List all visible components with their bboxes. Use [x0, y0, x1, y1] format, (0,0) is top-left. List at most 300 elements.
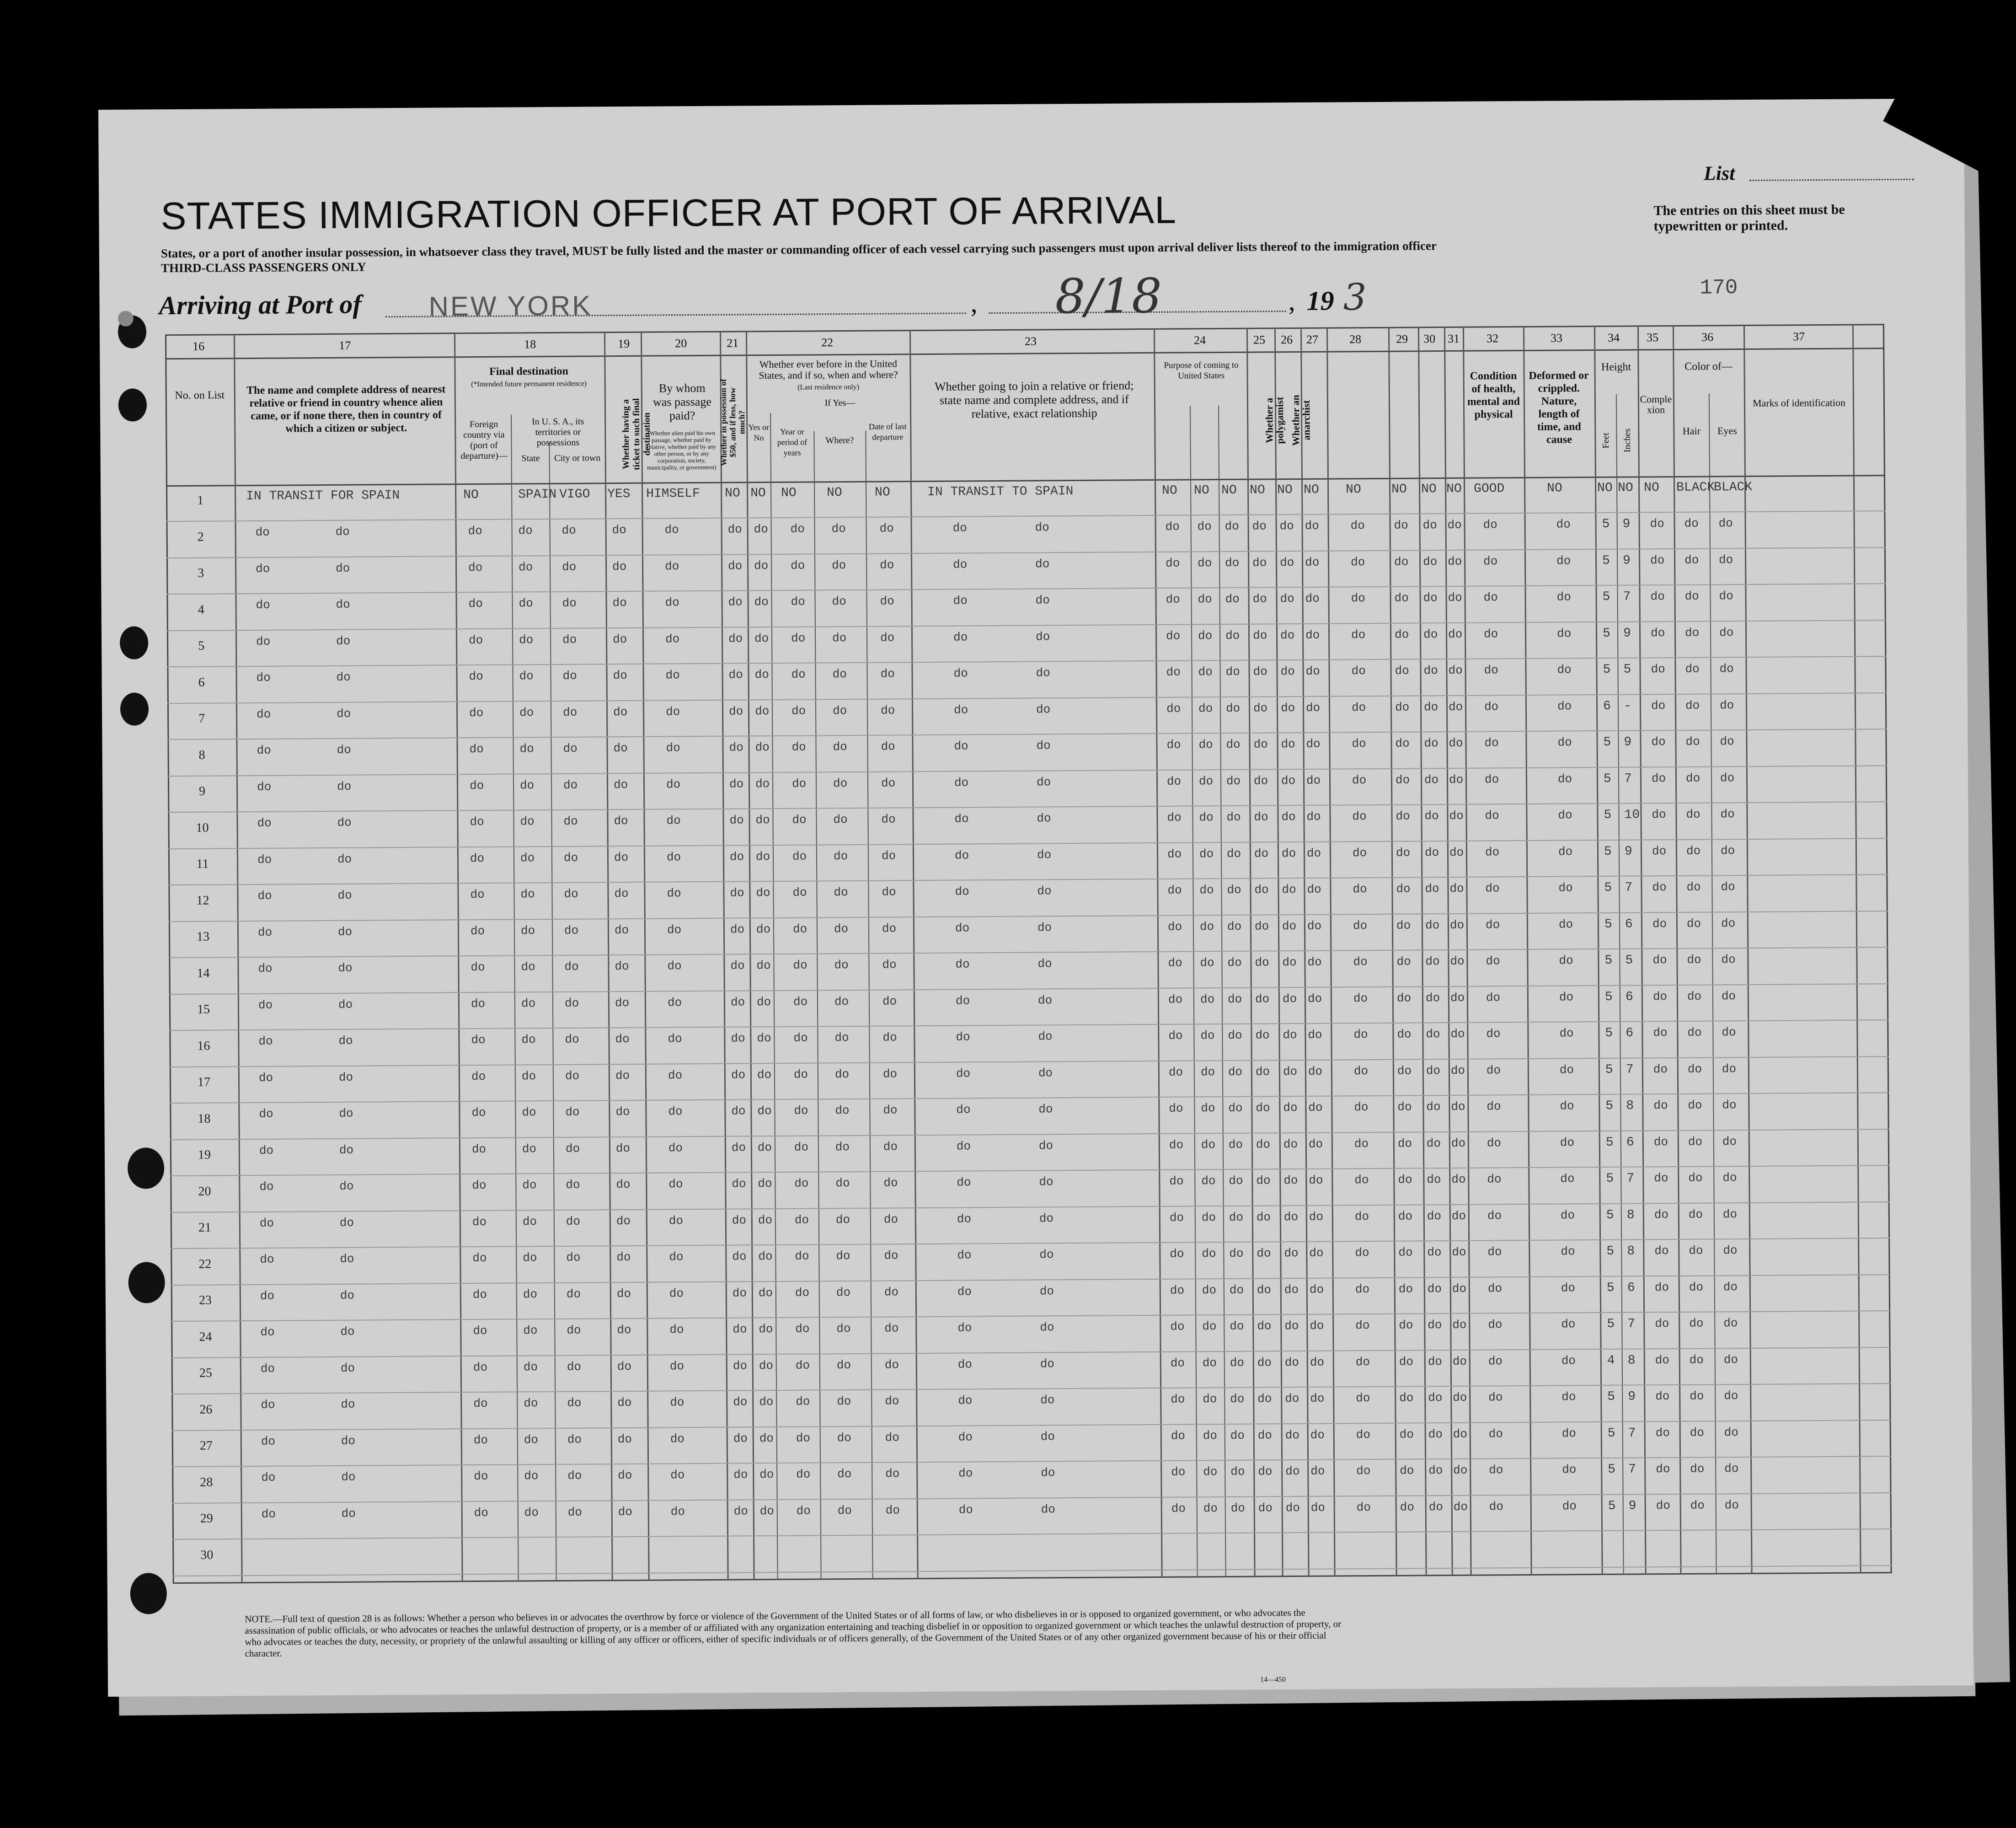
page-title: STATES IMMIGRATION OFFICER AT PORT OF ARRIVAL: [160, 188, 1177, 238]
cell-col-25: NO: [1250, 482, 1265, 498]
ditto-cell: do: [1167, 920, 1182, 934]
ditto-cell: do: [756, 886, 770, 900]
ditto-cell: do: [795, 1249, 809, 1263]
column-number: 33: [1551, 331, 1563, 345]
height-feet: 5: [1602, 626, 1610, 641]
ditto-cell: do: [1355, 1246, 1369, 1260]
ditto-cell: do: [731, 1140, 746, 1155]
ditto-cell: do: [1483, 554, 1498, 568]
ditto-cell: do: [831, 522, 846, 536]
ditto-cell: do: [1449, 736, 1463, 750]
ditto-cell: do: [1653, 1026, 1668, 1040]
cell-fifty-dollars: NO: [725, 486, 740, 501]
ditto-cell: do: [883, 1139, 898, 1154]
ditto-cell: do: [1200, 992, 1215, 1006]
ditto-cell: do: [1488, 1354, 1503, 1368]
ditto-cell: do: [758, 1249, 773, 1264]
ditto-cell: do: [1350, 555, 1365, 569]
ditto-cell: do: [335, 525, 350, 539]
ditto-cell: do: [1352, 809, 1367, 824]
ditto-cell: do: [1167, 847, 1182, 861]
ditto-cell: do: [1559, 990, 1574, 1004]
row-number: 30: [200, 1548, 214, 1562]
ditto-cell: do: [793, 995, 808, 1009]
ditto-cell: do: [1254, 883, 1269, 897]
ditto-cell: do: [954, 848, 969, 863]
ditto-cell: do: [1428, 1391, 1443, 1405]
ditto-cell: do: [1447, 518, 1462, 532]
ditto-cell: do: [1202, 1247, 1216, 1261]
ditto-cell: do: [670, 1504, 685, 1518]
ditto-cell: do: [613, 668, 627, 683]
ditto-cell: do: [1488, 1390, 1503, 1405]
ditto-cell: do: [1449, 918, 1465, 932]
typed-note: The entries on this sheet must be typewritten or printed.: [1653, 202, 1845, 234]
ditto-cell: do: [1724, 1425, 1739, 1439]
ditto-cell: do: [1448, 663, 1463, 677]
ditto-cell: do: [1309, 1246, 1324, 1260]
height-inches: 5: [1625, 953, 1633, 968]
ditto-cell: do: [1424, 845, 1439, 859]
ditto-cell: do: [1171, 1465, 1186, 1479]
ditto-cell: do: [953, 557, 968, 572]
ditto-cell: do: [1170, 1356, 1185, 1370]
ditto-cell: do: [567, 1432, 582, 1447]
ditto-cell: do: [1283, 1137, 1298, 1151]
ditto-cell: do: [956, 1103, 971, 1117]
ditto-cell: do: [471, 1069, 486, 1083]
ditto-cell: do: [955, 921, 970, 935]
ditto-cell: do: [562, 560, 577, 574]
ditto-cell: do: [566, 1287, 581, 1301]
ditto-cell: do: [957, 1284, 972, 1299]
ditto-cell: do: [879, 521, 894, 536]
ditto-cell: do: [1722, 1061, 1737, 1076]
ditto-cell: do: [337, 925, 353, 939]
col-35-header: Complexion: [1640, 393, 1672, 416]
col-18-usa: In U. S. A., its territories or possessions: [531, 416, 584, 448]
ditto-cell: do: [791, 740, 806, 754]
ditto-cell: do: [728, 595, 743, 609]
ditto-cell: do: [665, 632, 680, 646]
ditto-cell: do: [260, 1252, 274, 1266]
ditto-cell: do: [882, 1030, 897, 1045]
ditto-cell: do: [1395, 736, 1410, 750]
row-number: 16: [197, 1039, 210, 1053]
ditto-cell: do: [1561, 1244, 1575, 1259]
height-feet: 5: [1604, 953, 1613, 968]
ditto-cell: do: [257, 816, 272, 830]
ditto-cell: do: [567, 1505, 583, 1519]
ditto-cell: do: [1356, 1427, 1371, 1442]
ditto-cell: do: [958, 1394, 973, 1408]
ditto-cell: do: [471, 960, 485, 975]
ditto-cell: do: [1040, 1393, 1055, 1407]
ditto-cell: do: [728, 631, 743, 646]
cell-col-24b: NO: [1194, 483, 1209, 498]
row-number: 26: [199, 1402, 213, 1417]
ditto-cell: do: [1306, 773, 1321, 788]
ditto-cell: do: [1307, 882, 1321, 896]
ditto-cell: do: [1203, 1465, 1218, 1479]
ditto-cell: do: [756, 995, 771, 1009]
ditto-cell: do: [1282, 992, 1297, 1006]
ditto-cell: do: [1198, 556, 1212, 570]
ditto-cell: do: [1399, 1427, 1414, 1442]
row-rule: [173, 1565, 1892, 1576]
ditto-cell: do: [613, 741, 628, 756]
ditto-cell: do: [259, 1179, 274, 1194]
ditto-cell: do: [756, 959, 771, 973]
ditto-cell: do: [1171, 1501, 1186, 1516]
list-number-line: [1749, 179, 1914, 181]
ditto-cell: do: [521, 1033, 536, 1047]
ditto-cell: do: [834, 994, 849, 1008]
ditto-cell: do: [836, 1249, 850, 1263]
ditto-cell: do: [791, 558, 805, 573]
ditto-cell: do: [667, 995, 682, 1009]
ditto-cell: do: [796, 1394, 810, 1409]
ditto-cell: do: [472, 1251, 487, 1265]
ditto-cell: do: [1449, 772, 1464, 787]
ditto-cell: do: [1280, 665, 1295, 679]
col-33-header: Deformed or crippled. Nature, length of time, and cause: [1529, 370, 1589, 446]
ditto-cell: do: [1202, 1283, 1217, 1297]
ditto-cell: do: [341, 1506, 356, 1521]
ditto-cell: do: [469, 633, 483, 647]
cell-feet: NO: [1597, 481, 1613, 495]
ditto-cell: do: [667, 886, 681, 901]
ditto-cell: do: [1423, 664, 1438, 678]
ditto-cell: do: [472, 1178, 487, 1193]
ditto-cell: do: [617, 1359, 632, 1373]
ditto-cell: do: [1228, 1101, 1243, 1115]
col-20-header: By whom was passage paid?: [652, 381, 711, 423]
ditto-cell: do: [1483, 518, 1497, 532]
ditto-cell: do: [519, 633, 534, 647]
height-inches: 8: [1627, 1244, 1635, 1259]
ditto-cell: do: [1353, 918, 1368, 933]
ditto-cell: do: [563, 778, 578, 792]
ditto-cell: do: [1720, 807, 1735, 821]
ditto-cell: do: [731, 1104, 746, 1118]
ditto-cell: do: [1560, 1135, 1575, 1150]
ditto-cell: do: [1685, 771, 1700, 785]
ditto-cell: do: [1396, 991, 1412, 1005]
ditto-cell: do: [1562, 1499, 1577, 1513]
ditto-cell: do: [1396, 809, 1410, 823]
height-inches: 7: [1625, 880, 1633, 895]
ditto-cell: do: [1169, 1174, 1184, 1188]
cell-before-year: NO: [781, 486, 797, 500]
height-feet: 5: [1605, 1062, 1613, 1077]
ditto-cell: do: [1652, 808, 1666, 822]
ditto-cell: do: [833, 849, 848, 863]
ditto-cell: do: [1041, 1502, 1056, 1516]
col-22-date: Date of last departure: [868, 422, 907, 442]
row-number: 7: [198, 711, 205, 726]
column-number: 34: [1608, 331, 1620, 344]
ditto-cell: do: [1256, 1174, 1271, 1188]
ditto-cell: do: [1395, 773, 1410, 787]
ditto-cell: do: [796, 1504, 811, 1518]
ditto-cell: do: [1428, 1463, 1443, 1478]
ditto-cell: do: [1039, 1248, 1054, 1262]
ditto-cell: do: [562, 669, 577, 683]
row-number: 14: [197, 966, 210, 981]
column-number: 31: [1448, 332, 1460, 345]
ditto-cell: do: [1035, 629, 1050, 643]
ditto-cell: do: [1035, 593, 1050, 607]
ditto-cell: do: [1690, 1498, 1705, 1512]
ditto-cell: do: [1720, 843, 1735, 858]
ditto-cell: do: [519, 778, 535, 792]
row-number: 18: [198, 1111, 211, 1126]
ditto-cell: do: [524, 1396, 538, 1410]
ditto-cell: do: [666, 741, 680, 755]
col-34-feet: Feet: [1600, 433, 1611, 449]
ditto-cell: do: [1283, 1210, 1299, 1224]
ditto-cell: do: [1651, 735, 1666, 749]
ditto-cell: do: [1451, 1136, 1466, 1150]
ditto-cell: do: [614, 923, 629, 937]
ditto-cell: do: [615, 1068, 630, 1083]
ditto-cell: do: [794, 1104, 808, 1118]
ditto-cell: do: [1356, 1391, 1370, 1405]
ditto-cell: do: [1198, 592, 1212, 606]
ditto-cell: do: [1556, 553, 1571, 568]
ditto-cell: do: [1035, 520, 1049, 535]
ditto-cell: do: [1198, 628, 1213, 643]
ditto-cell: do: [1721, 916, 1736, 930]
ditto-cell: do: [1257, 1355, 1272, 1370]
ditto-cell: do: [1688, 1135, 1703, 1149]
row-number: 24: [199, 1329, 212, 1344]
ditto-cell: do: [1168, 956, 1182, 970]
height-feet: 5: [1604, 917, 1612, 932]
ditto-cell: do: [1355, 1355, 1370, 1369]
ditto-cell: do: [257, 925, 273, 939]
ditto-cell: do: [1719, 662, 1734, 676]
ditto-cell: do: [882, 958, 897, 972]
date-value: 8/18: [1055, 268, 1162, 325]
row-number: 19: [198, 1147, 211, 1162]
height-feet: 5: [1607, 1317, 1615, 1331]
ditto-cell: do: [1310, 1319, 1324, 1333]
row-number: 23: [198, 1293, 212, 1308]
ditto-cell: do: [1306, 809, 1321, 824]
column-number: 32: [1487, 332, 1499, 345]
ditto-cell: do: [1399, 1354, 1414, 1369]
col-22-ifyes: If Yes—: [824, 397, 856, 408]
ditto-cell: do: [1305, 664, 1320, 678]
ditto-cell: do: [1230, 1319, 1244, 1333]
ditto-cell: do: [612, 523, 626, 537]
col-26-header: Whether a polygamist: [1263, 397, 1286, 444]
ditto-cell: do: [1305, 628, 1320, 642]
ditto-cell: do: [1653, 1099, 1668, 1113]
ditto-cell: do: [1310, 1501, 1326, 1515]
ditto-cell: do: [791, 667, 806, 681]
ditto-cell: do: [521, 960, 535, 974]
ditto-cell: do: [1689, 1316, 1704, 1330]
col-22-year: Year or period of years: [777, 427, 807, 457]
ditto-cell: do: [1283, 1064, 1298, 1078]
ditto-cell: do: [1037, 811, 1051, 826]
ditto-cell: do: [1427, 1209, 1442, 1223]
ditto-cell: do: [564, 923, 579, 938]
ditto-cell: do: [1425, 882, 1439, 896]
ditto-cell: do: [1483, 627, 1498, 641]
ditto-cell: do: [562, 596, 577, 610]
ditto-cell: do: [260, 1289, 275, 1303]
ditto-cell: do: [955, 957, 970, 971]
ditto-cell: do: [1225, 701, 1241, 715]
ditto-cell: do: [792, 813, 807, 827]
ditto-cell: do: [729, 849, 744, 864]
ditto-cell: do: [1166, 702, 1181, 716]
ditto-cell: do: [1306, 846, 1321, 860]
ditto-cell: do: [1036, 666, 1050, 680]
ditto-cell: do: [1559, 1026, 1574, 1040]
ditto-cell: do: [1400, 1463, 1414, 1478]
row-number: 4: [198, 602, 204, 617]
ditto-cell: do: [1037, 957, 1052, 971]
ditto-cell: do: [1305, 701, 1321, 715]
ditto-cell: do: [1650, 517, 1664, 531]
ditto-cell: do: [832, 703, 847, 718]
ditto-cell: do: [1201, 1174, 1216, 1188]
ditto-cell: do: [1229, 1210, 1244, 1224]
port-value: NEW YORK: [428, 290, 593, 322]
ditto-cell: do: [617, 1395, 632, 1410]
column-number: 19: [618, 337, 630, 351]
ditto-cell: do: [793, 958, 807, 972]
ditto-cell: do: [1037, 993, 1053, 1007]
ditto-cell: do: [1227, 955, 1242, 970]
ditto-cell: do: [1449, 881, 1464, 895]
ditto-cell: do: [612, 595, 627, 610]
ditto-cell: do: [520, 815, 535, 829]
ditto-cell: do: [1426, 1027, 1440, 1041]
col-22-note: (Last residence only): [797, 383, 860, 391]
ditto-cell: do: [883, 1103, 898, 1117]
cell-col-30: NO: [1421, 482, 1437, 496]
ditto-cell: do: [1422, 554, 1438, 568]
ditto-cell: do: [337, 815, 352, 830]
cell-foreign-country: NO: [463, 488, 479, 502]
ditto-cell: do: [1652, 953, 1667, 967]
ditto-cell: do: [791, 631, 806, 645]
ditto-cell: do: [1280, 555, 1294, 569]
ditto-cell: do: [257, 852, 272, 867]
column-number: 21: [727, 336, 739, 350]
ditto-cell: do: [1451, 1172, 1466, 1186]
ditto-cell: do: [1199, 847, 1214, 861]
ditto-cell: do: [469, 778, 484, 793]
cell-col-24c: NO: [1221, 483, 1237, 498]
height-inches: 7: [1624, 772, 1632, 786]
ditto-cell: do: [471, 1142, 487, 1156]
ditto-cell: do: [1450, 991, 1465, 1005]
column-number: 37: [1793, 330, 1805, 343]
year-prefix: 19: [1306, 285, 1334, 316]
ditto-cell: do: [1352, 846, 1367, 860]
ditto-cell: do: [754, 631, 769, 645]
ditto-cell: do: [1483, 590, 1498, 605]
ditto-cell: do: [1453, 1463, 1468, 1477]
ditto-cell: do: [566, 1250, 581, 1265]
ditto-cell: do: [468, 524, 482, 538]
ditto-cell: do: [341, 1470, 356, 1484]
ditto-cell: do: [1426, 1136, 1441, 1150]
row-number: 17: [197, 1075, 211, 1089]
ditto-cell: do: [758, 1286, 773, 1300]
row-number: 1: [197, 493, 204, 508]
ditto-cell: do: [733, 1395, 748, 1409]
ditto-cell: do: [524, 1469, 539, 1483]
ditto-cell: do: [1397, 1027, 1412, 1041]
ditto-cell: do: [1450, 954, 1465, 968]
ditto-cell: do: [836, 1358, 851, 1372]
class-line: THIRD-CLASS PASSENGERS ONLY: [161, 260, 366, 275]
ditto-cell: do: [664, 523, 679, 537]
ditto-cell: do: [564, 960, 579, 974]
col-32-header: Condition of health, mental and physical: [1467, 370, 1520, 421]
ditto-cell: do: [731, 1067, 746, 1082]
ditto-cell: do: [1452, 1245, 1466, 1259]
binder-hole: [128, 1147, 165, 1189]
ditto-cell: do: [1037, 920, 1052, 934]
arriving-label: Arriving at Port of: [159, 289, 362, 321]
column-number: 18: [524, 338, 536, 351]
binder-hole: [118, 388, 147, 421]
ditto-cell: do: [668, 1213, 684, 1228]
column-number: 30: [1423, 332, 1436, 346]
height-feet: 5: [1608, 1462, 1616, 1477]
ditto-cell: do: [1283, 1101, 1298, 1115]
ditto-cell: do: [470, 815, 484, 829]
height-feet: 5: [1602, 517, 1610, 531]
ditto-cell: do: [1397, 1136, 1412, 1151]
ditto-cell: do: [1308, 1137, 1323, 1151]
row-number: 29: [200, 1511, 213, 1526]
row-number: 21: [198, 1220, 212, 1235]
height-feet: 5: [1606, 1281, 1615, 1295]
column-number: 17: [339, 338, 351, 352]
ditto-cell: do: [1309, 1282, 1324, 1297]
ditto-cell: do: [1655, 1317, 1669, 1331]
ditto-cell: do: [522, 1105, 536, 1120]
ditto-cell: do: [883, 1176, 898, 1190]
ditto-cell: do: [1654, 1171, 1668, 1185]
ditto-cell: do: [1398, 1281, 1413, 1296]
ditto-cell: do: [837, 1467, 852, 1481]
ditto-cell: do: [1654, 1207, 1669, 1222]
ditto-cell: do: [1400, 1500, 1415, 1514]
col-18-city: City or town: [554, 453, 601, 463]
binder-hole: [118, 311, 134, 327]
ditto-cell: do: [1688, 1098, 1702, 1112]
ditto-cell: do: [1285, 1428, 1300, 1442]
ditto-cell: do: [837, 1431, 852, 1445]
ditto-cell: do: [1253, 701, 1268, 715]
ditto-cell: do: [882, 1067, 898, 1081]
ditto-cell: do: [954, 812, 969, 826]
ditto-cell: do: [1558, 917, 1573, 932]
row-number: 13: [196, 929, 210, 944]
ditto-cell: do: [1256, 1210, 1271, 1224]
